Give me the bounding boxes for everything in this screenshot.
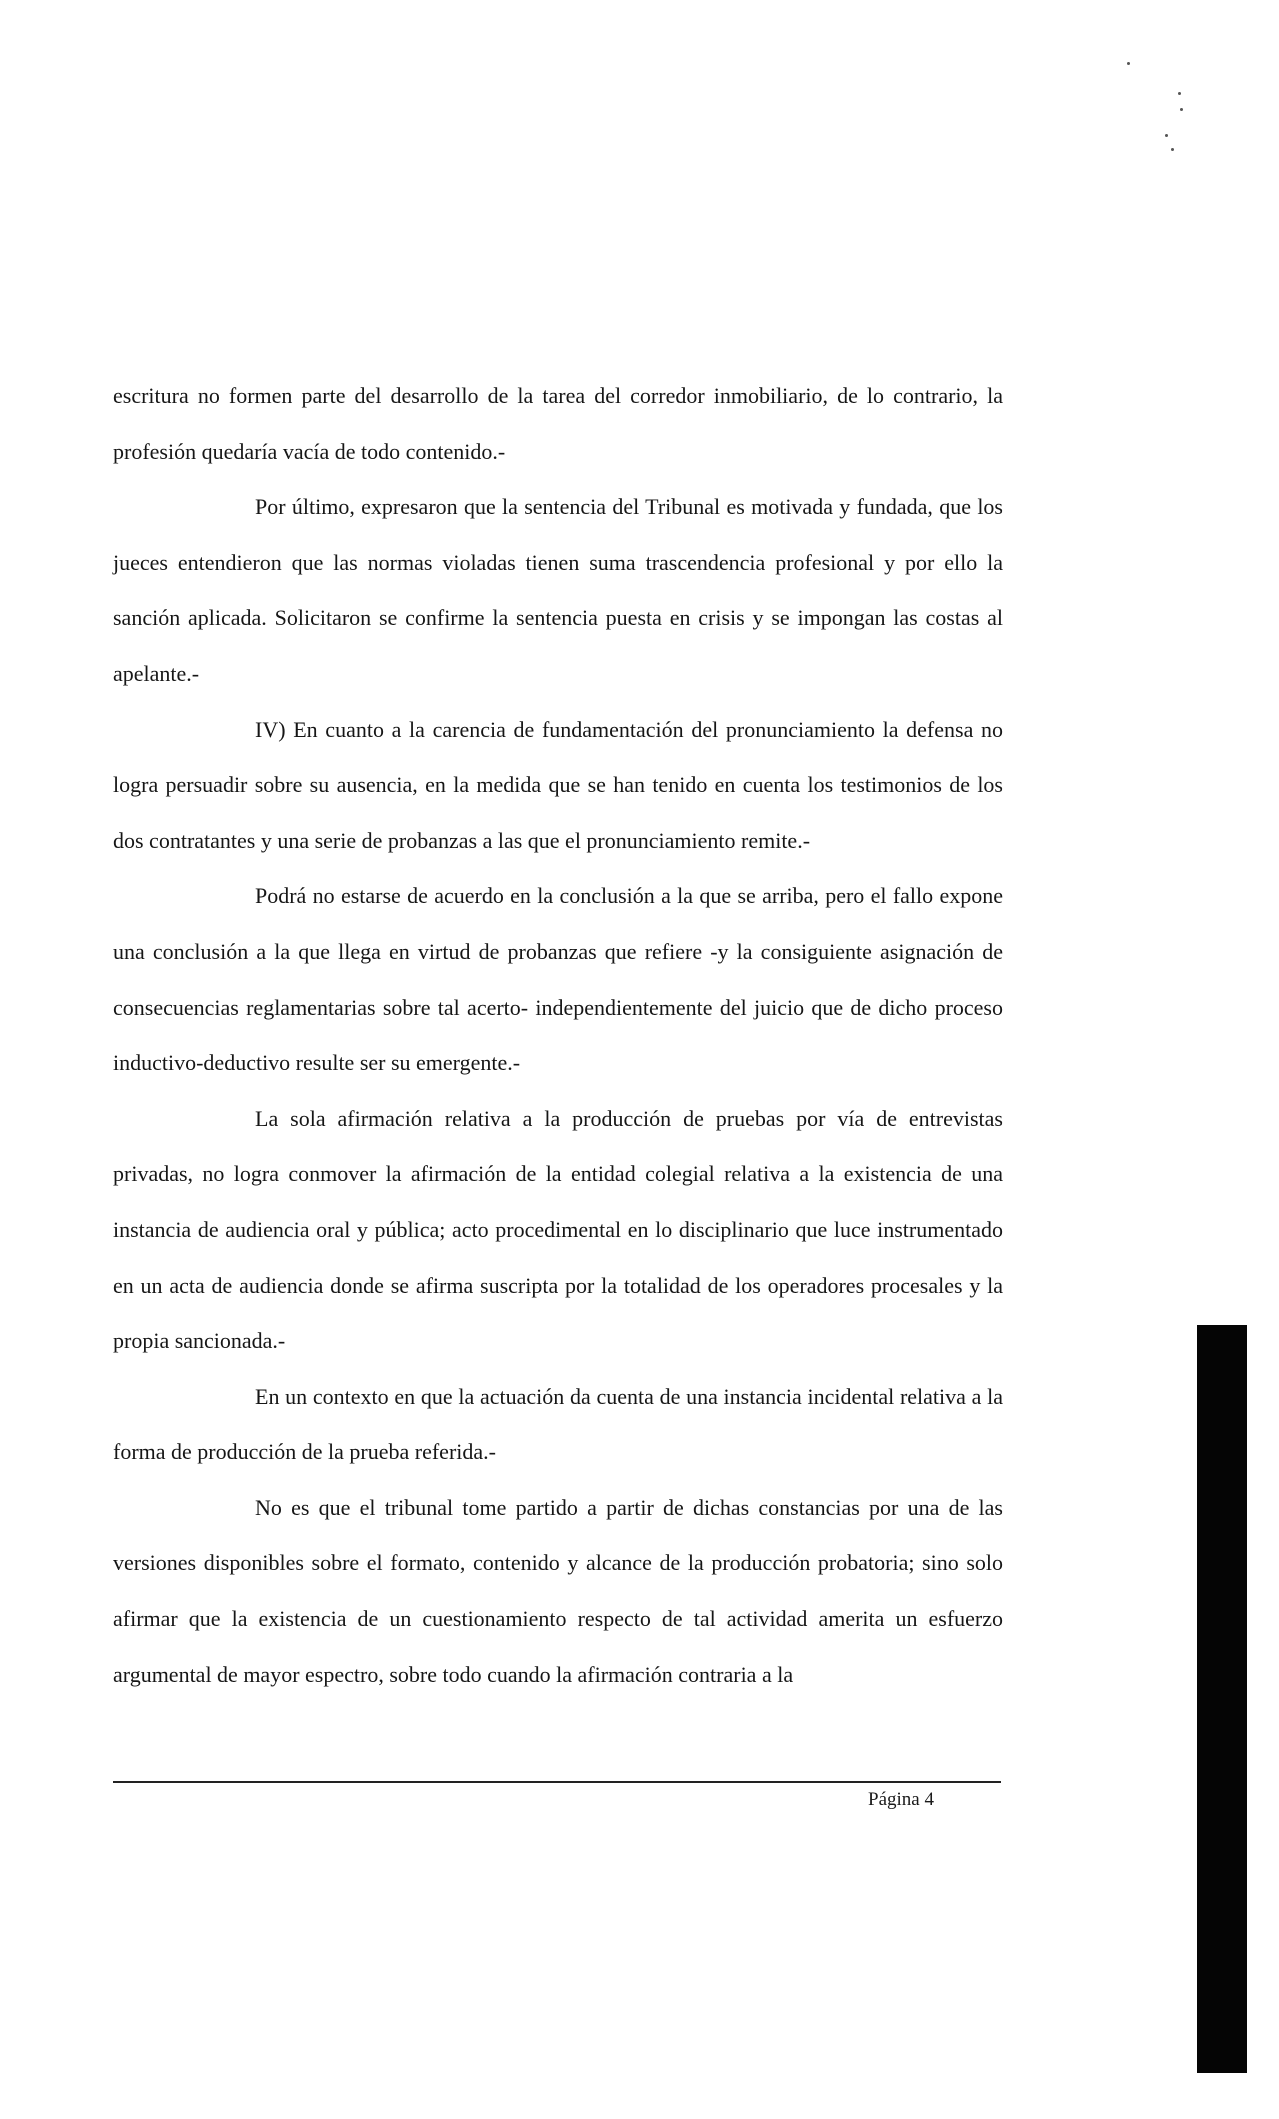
scan-speck (1180, 108, 1183, 111)
footer-divider (113, 1781, 1001, 1783)
scan-speck (1178, 92, 1181, 95)
paragraph-6: En un contexto en que la actuación da cuenta de una instancia incidental relativa a la forma de producción de la prueba referida.- (113, 1383, 1003, 1465)
paragraph-5: La sola afirmación relativa a la producción de pruebas por vía de entrevistas privadas, no logra conmover la afirmación de la entidad colegial relativa a la existencia de una instancia de audiencia oral y pública; acto procedimental en lo disciplinario que luce instrumentado en un acta de audiencia donde se afirma suscripta por la totalidad de los operadores procesales y la propia sancionada.- (113, 1105, 1003, 1354)
paragraph-2: Por último, expresaron que la sentencia del Tribunal es motivada y fundada, que los jueces entendieron que las normas violadas tienen suma trascendencia profesional y por ello la sanción aplicada. Solicitaron se confirme la sentencia puesta en crisis y se impongan las costas al apelante.- (113, 494, 1003, 686)
page-number: Página 4 (868, 1789, 934, 1810)
paragraph-1: escritura no formen parte del desarrollo de la tarea del corredor inmobiliario, de lo contrario, la profesión quedaría vacía de todo contenido.- (113, 383, 1003, 464)
paragraph-4: Podrá no estarse de acuerdo en la conclusión a la que se arriba, pero el fallo expone una conclusión a la que llega en virtud de probanzas que refiere -y la consiguiente asignación de consecuencias reglamentarias sobre tal acerto- independientemente del juicio que de dicho proceso inductivo-deductivo resulte ser su emergente.- (113, 883, 1003, 1076)
scan-speck (1165, 134, 1168, 137)
document-body (113, 368, 1003, 1702)
scan-speck (1127, 62, 1130, 65)
paragraph-7: No es que el tribunal tome partido a partir de dichas constancias por una de las versiones disponibles sobre el formato, contenido y alcance de la producción probatoria; sino solo afirmar que la existencia de un cuestionamiento respecto de tal actividad amerita un esfuerzo argumental de mayor espectro, sobre todo cuando la afirmación contraria a la (113, 1494, 1003, 1687)
scan-speck (1171, 148, 1174, 151)
scan-edge-bar (1197, 1325, 1247, 2073)
paragraph-3: IV) En cuanto a la carencia de fundamentación del pronunciamiento la defensa no logra persuadir sobre su ausencia, en la medida que se han tenido en cuenta los testimonios de los dos contratantes y una serie de probanzas a las que el pronunciamiento remite.- (113, 716, 1003, 853)
